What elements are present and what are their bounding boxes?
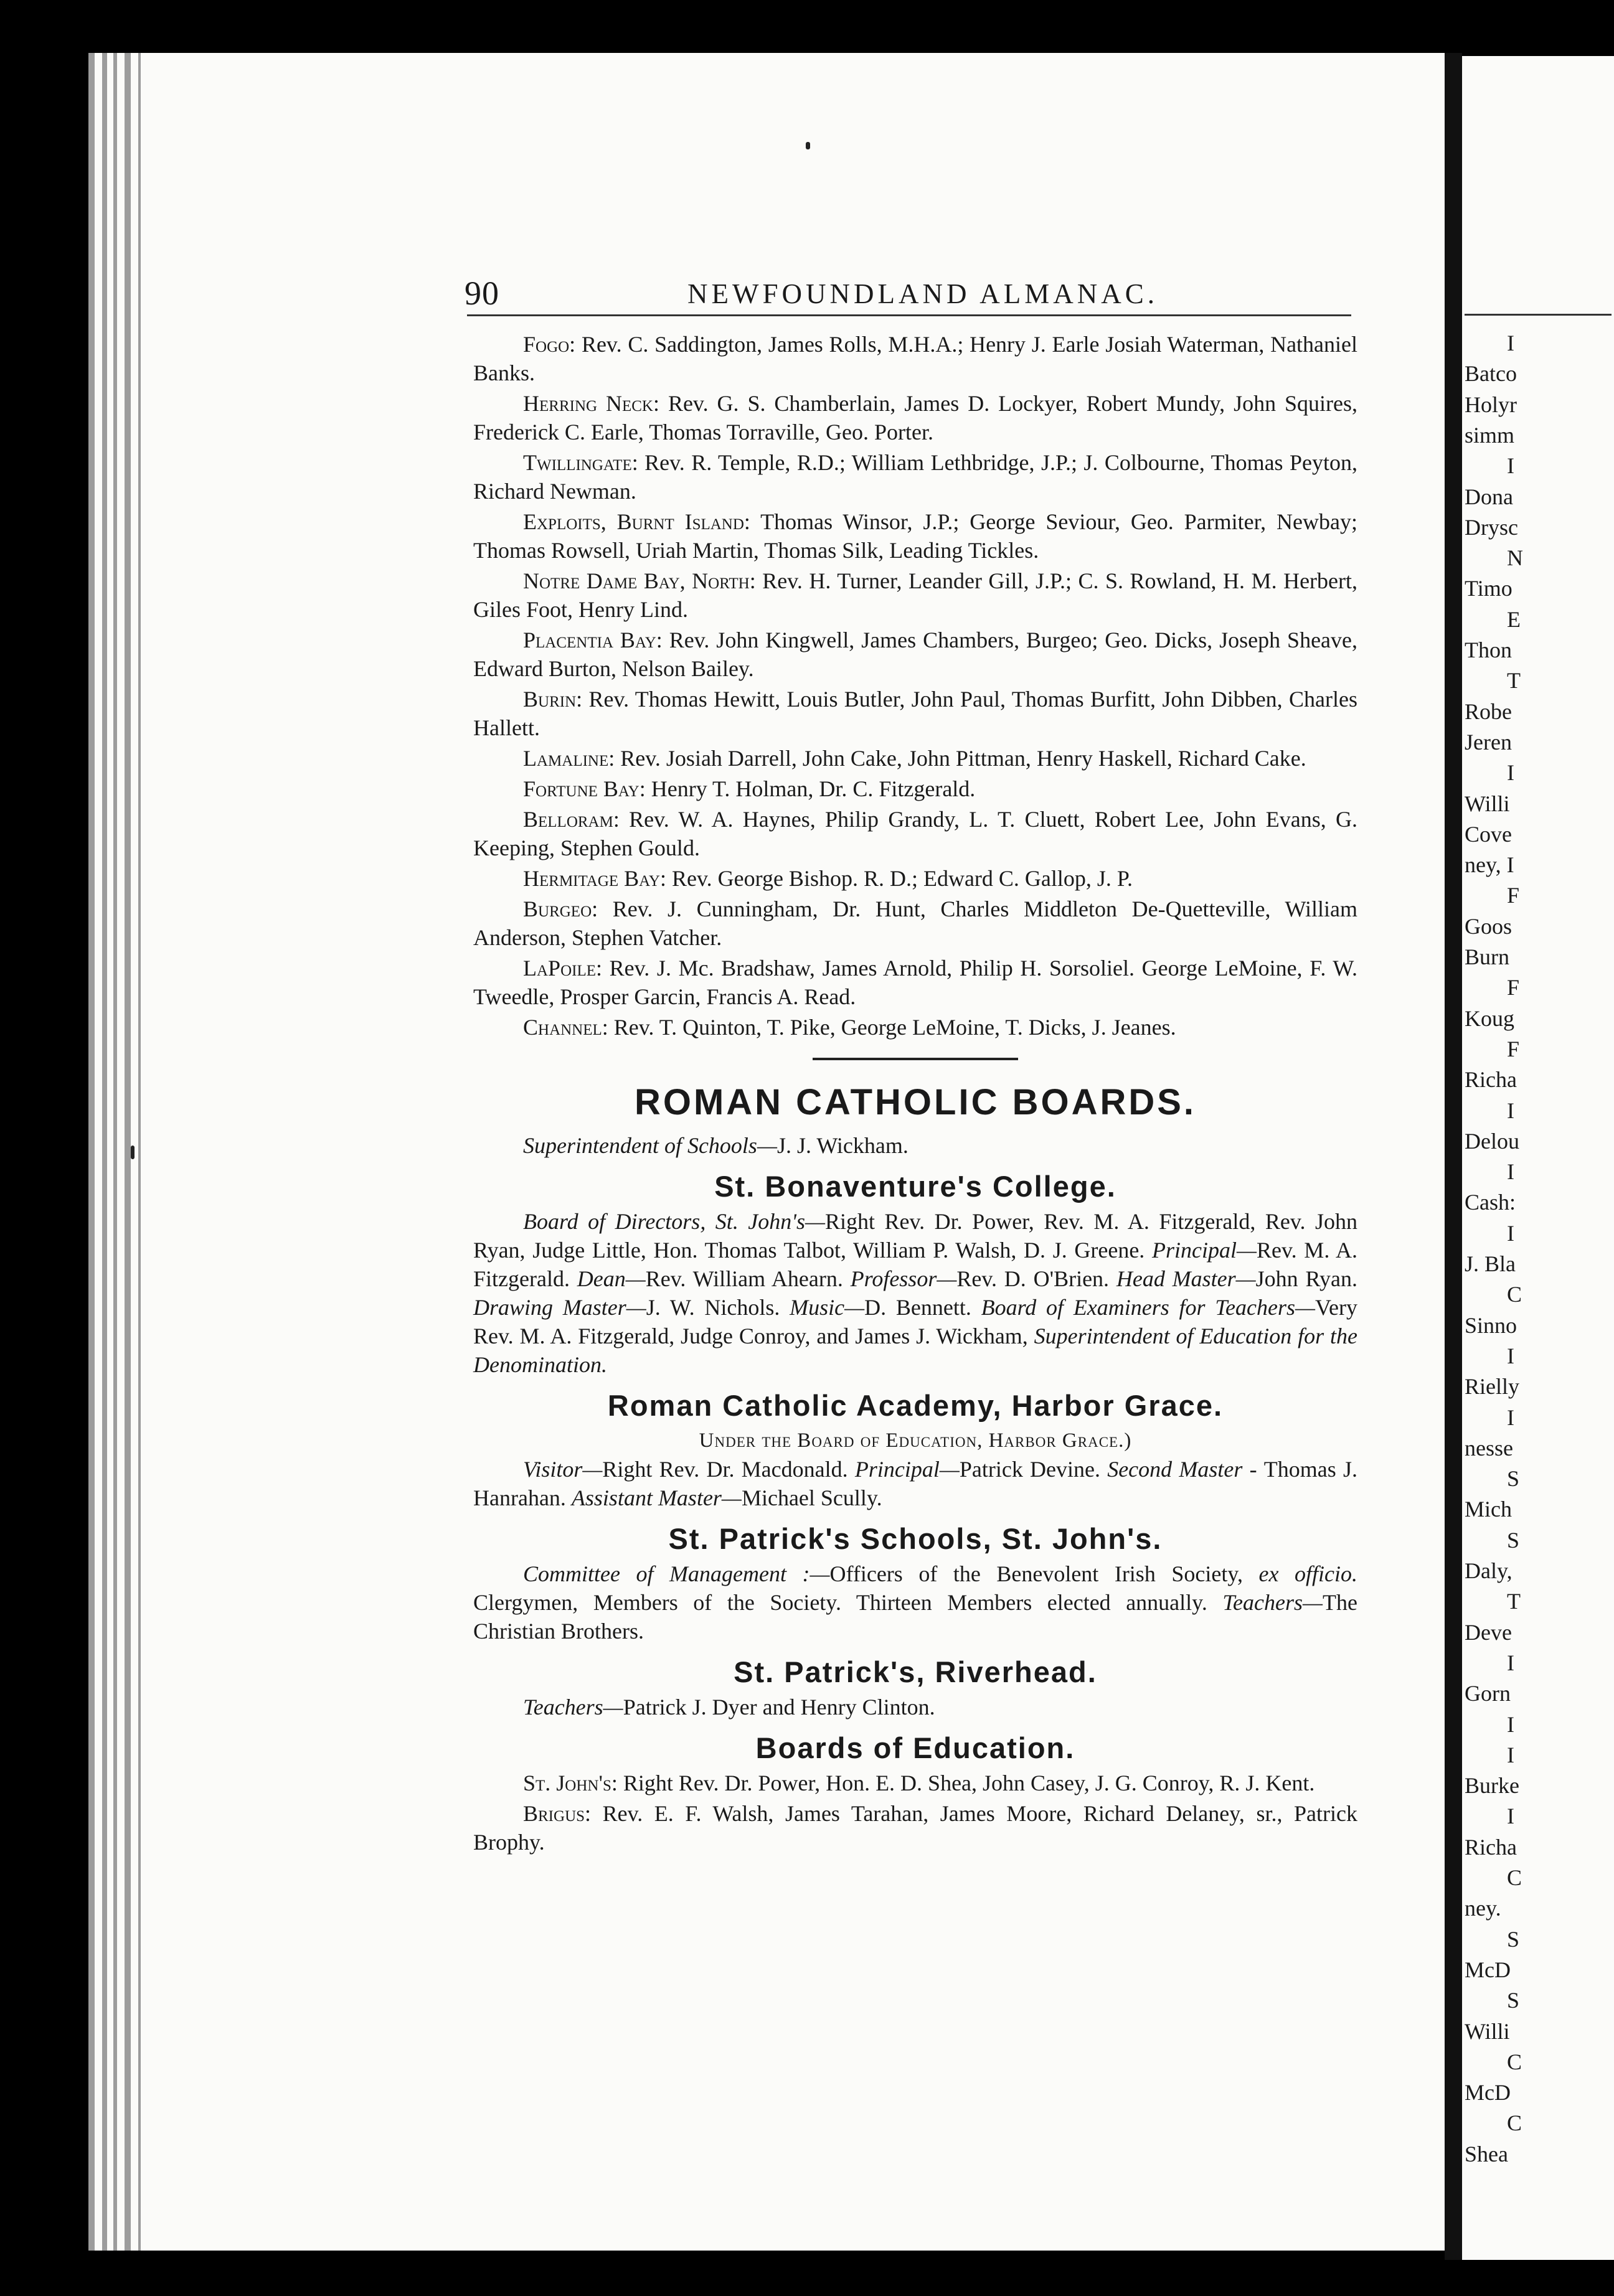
ink-speck [131, 1146, 134, 1159]
role-label: Teachers— [523, 1695, 623, 1720]
entry-place: Lamaline: [523, 746, 615, 771]
entry-names: Rev. E. F. Walsh, James Tarahan, James Moore, Richard Delaney, sr., Patrick Brophy. [473, 1801, 1357, 1855]
header-title: NEWFOUNDLAND ALMANAC. [687, 278, 1158, 309]
superintendent-line [473, 1131, 1357, 1160]
academy-text [473, 1455, 1357, 1512]
entry-names: Rev. W. A. Haynes, Philip Grandy, L. T. Cluett, Robert Lee, John Evans, G. Keeping, Stephen Gould. [473, 807, 1358, 860]
st-patricks-schools-title: St. Patrick's Schools, St. John's. [668, 1522, 1163, 1555]
role-label: Board of Directors, St. John's— [523, 1209, 826, 1234]
right-page-fragment: Daly, [1465, 1558, 1513, 1583]
names: Thomas J. Hanrahan. [473, 1457, 1357, 1510]
role-label: Second Master - [1107, 1457, 1264, 1482]
board-entry [473, 685, 1357, 742]
entry-names: Henry T. Holman, Dr. C. Fitzgerald. [651, 776, 976, 801]
binding-stripe [113, 53, 117, 2251]
binding-stripe [138, 53, 141, 2251]
right-page-fragment: Thon [1465, 638, 1512, 662]
entry-names: Rev. R. Temple, R.D.; William Lethbridge, J.P.; J. Colbourne, Thomas Peyton, Richard Newman. [473, 450, 1357, 504]
entry-place: Fogo: [523, 332, 576, 357]
names: Clergymen, Members of the Society. Thirteen Members elected annually. [473, 1590, 1223, 1615]
binding-stripe [102, 53, 107, 2251]
board-entry [473, 330, 1357, 387]
right-page-fragment: Gorn [1465, 1681, 1511, 1706]
right-page-fragment: I [1507, 1098, 1514, 1123]
board-entry [473, 744, 1357, 773]
right-page-fragment: F [1507, 1036, 1520, 1061]
right-page-fragment: S [1507, 1988, 1520, 2013]
right-page-fragment: C [1507, 2049, 1522, 2074]
right-page-fragment: simm [1465, 422, 1515, 448]
role-label: Head Master— [1116, 1266, 1256, 1291]
entry-place: Burin: [523, 687, 583, 712]
entry-names: Rev. Josiah Darrell, John Cake, John Pittman, Henry Haskell, Richard Cake. [620, 746, 1306, 771]
entry-names: Rev. John Kingwell, James Chambers, Burgeo; Geo. Dicks, Joseph Sheave, Edward Burton, Nelson Bailey. [473, 628, 1358, 681]
role-label: Committee of Management :— [523, 1561, 830, 1586]
board-entry [473, 1013, 1357, 1042]
right-page-fragment: F [1507, 883, 1520, 908]
names: Very Rev. M. A. Fitzgerald, Judge Conroy, and James J. Wickham, [473, 1295, 1357, 1348]
entry-names: Thomas Winsor, J.P.; George Seviour, Geo. Parmiter, Newbay; Thomas Rowsell, Uriah Martin, Thomas Silk, Leading Tickles. [473, 509, 1358, 563]
right-page-fragment: C [1507, 1865, 1522, 1890]
right-page-fragment: Deve [1465, 1619, 1512, 1645]
entry-names: Rev. J. Cunningham, Dr. Hunt, Charles Middleton De-Quetteville, William Anderson, Stephen Vatcher. [473, 896, 1357, 950]
binding-stripe [125, 53, 131, 2251]
entry-place: Brigus: [523, 1801, 592, 1826]
right-page-fragment: McD [1465, 2080, 1511, 2105]
right-page-fragment: ney, I [1465, 852, 1514, 878]
right-page-fragment: I [1507, 1220, 1514, 1246]
role-label: Board of Examiners for Teachers— [981, 1295, 1316, 1320]
right-page-fragment: Mich [1465, 1497, 1512, 1522]
right-page-fragment: Richa [1465, 1834, 1517, 1860]
entry-place: LaPoile: [523, 956, 602, 981]
entry-place: Hermitage Bay: [523, 866, 666, 891]
ink-speck [806, 142, 810, 149]
superintendent-label: Superintendent of Schools— [523, 1133, 777, 1158]
riverhead-title: St. Patrick's, Riverhead. [734, 1655, 1097, 1688]
board-entry [473, 954, 1357, 1011]
right-page-fragment: Cash: [1465, 1190, 1516, 1215]
entry-names: Rev. Thomas Hewitt, Louis Butler, John Paul, Thomas Burfitt, John Dibben, Charles Hallett. [473, 687, 1357, 740]
role-label: Principal— [1151, 1238, 1257, 1263]
riverhead-text [473, 1693, 1357, 1721]
role-label: Music— [790, 1295, 865, 1320]
entry-place: Placentia Bay: [523, 628, 663, 652]
right-page-fragment: I [1507, 453, 1514, 479]
right-page-fragment: Koug [1465, 1005, 1514, 1031]
names: Michael Scully. [741, 1485, 882, 1510]
names: Right Rev. Dr. Power, Rev. M. A. Fitzgerald, Rev. John Ryan, Judge Little, Hon. Thomas Talbot, William P. Walsh, D. J. Greene. [473, 1209, 1357, 1263]
right-page-fragment: I [1507, 1711, 1514, 1737]
board-entry [473, 895, 1357, 952]
right-page-fragment: nesse [1465, 1435, 1513, 1461]
st-patricks-schools-text [473, 1560, 1357, 1645]
rc-boards-title: ROMAN CATHOLIC BOARDS. [634, 1082, 1197, 1122]
right-page-fragment: S [1507, 1926, 1520, 1952]
right-page-fragment: Timo [1465, 576, 1513, 601]
right-page-fragment: Batco [1465, 361, 1517, 387]
names: The Christian Brothers. [473, 1590, 1357, 1644]
right-page-fragment: I [1507, 1343, 1514, 1368]
right-page-fragment: Burke [1465, 1773, 1519, 1799]
right-page-fragment: N [1507, 545, 1523, 571]
boards-of-education-list [473, 1769, 1357, 1856]
right-page-fragment: J. Bla [1465, 1251, 1516, 1276]
board-entry [473, 1799, 1357, 1856]
role-label: Assistant Master— [571, 1485, 742, 1510]
names: Patrick Devine. [959, 1457, 1108, 1482]
page-gutter [1445, 53, 1462, 2260]
entry-place: St. John's: [523, 1771, 618, 1795]
board-entry [473, 626, 1357, 683]
header-rule [467, 314, 1351, 316]
entry-names: Right Rev. Dr. Power, Hon. E. D. Shea, John Casey, J. G. Conroy, R. J. Kent. [623, 1771, 1315, 1795]
section-separator [813, 1058, 1018, 1060]
names: John Ryan. [1255, 1266, 1358, 1291]
role-label: Drawing Master— [473, 1295, 646, 1320]
right-page-fragment: Jeren [1465, 729, 1512, 755]
entry-names: Rev. T. Quinton, T. Pike, George LeMoine, T. Dicks, J. Jeanes. [613, 1015, 1176, 1040]
role-label: Dean— [577, 1266, 646, 1291]
board-entry [473, 389, 1357, 446]
board-entry [473, 864, 1357, 893]
right-page-fragment: Dona [1465, 484, 1513, 509]
entry-place: Burgeo: [523, 896, 598, 921]
role-label: Principal— [854, 1457, 960, 1482]
right-page-fragment: Sinno [1465, 1312, 1517, 1338]
protestant-board-list [473, 330, 1357, 1042]
right-page-fragment: Willi [1465, 791, 1510, 816]
entry-place: Channel: [523, 1015, 608, 1040]
academy-title: Roman Catholic Academy, Harbor Grace. [607, 1389, 1224, 1422]
right-page-fragment: McD [1465, 1957, 1511, 1982]
entry-place: Exploits, Burnt Island: [523, 509, 750, 534]
board-entry [473, 1769, 1357, 1797]
entry-names: Rev. J. Mc. Bradshaw, James Arnold, Philip H. Sorsoliel. George LeMoine, F. W. Tweedle, Prosper Garcin, Francis A. Read. [473, 956, 1358, 1009]
board-entry [473, 805, 1357, 862]
entry-names: Rev. G. S. Chamberlain, James D. Lockyer, Robert Mundy, John Squires, Frederick C. Earle, Thomas Torraville, Geo. Porter. [473, 391, 1358, 445]
right-page-fragment: S [1507, 1527, 1520, 1553]
names: Patrick J. Dyer and Henry Clinton. [623, 1695, 935, 1720]
right-page-fragment: E [1507, 606, 1521, 632]
right-page-fragment: I [1507, 1742, 1514, 1767]
right-page-fragment: I [1507, 331, 1514, 355]
entry-names: Rev. H. Turner, Leander Gill, J.P.; C. S. Rowland, H. M. Herbert, Giles Foot, Henry Lind. [473, 568, 1358, 622]
names: D. Bennett. [864, 1295, 981, 1320]
right-page-fragment: Willi [1465, 2018, 1510, 2044]
entry-names: Rev. C. Saddington, James Rolls, M.H.A.; Henry J. Earle Josiah Waterman, Nathaniel Banks. [473, 332, 1358, 385]
superintendent-name: J. J. Wickham. [776, 1133, 908, 1158]
board-entry [473, 774, 1357, 803]
board-entry [473, 448, 1357, 506]
names: Right Rev. Dr. Macdonald. [602, 1457, 855, 1482]
names: Rev. D. O'Brien. [956, 1266, 1116, 1291]
bonaventure-text [473, 1207, 1357, 1379]
right-page-fragment: ney. [1465, 1896, 1501, 1921]
right-page-fragment: Goos [1465, 913, 1513, 939]
right-page-fragment: Rielly [1465, 1374, 1519, 1400]
right-page-fragment: Burn [1465, 944, 1509, 969]
boards-title: Boards of Education. [755, 1731, 1075, 1764]
role-label: ex officio. [1258, 1561, 1358, 1586]
names: Rev. William Ahearn. [645, 1266, 851, 1291]
board-entry [473, 567, 1357, 624]
bonaventure-title: St. Bonaventure's College. [714, 1170, 1116, 1203]
right-page-fragment: Robe [1465, 699, 1512, 724]
names: Rev. M. A. Fitzgerald. [473, 1238, 1357, 1291]
right-page-fragment: T [1507, 1589, 1521, 1614]
right-page-fragment: I [1507, 1804, 1514, 1829]
right-page-fragment: I [1507, 760, 1514, 786]
right-page-header-rule [1465, 314, 1612, 316]
entry-place: Fortune Bay: [523, 776, 646, 801]
board-entry [473, 507, 1357, 565]
main-column [473, 330, 1357, 1858]
entry-place: Twillingate: [523, 450, 638, 475]
names: Officers of the Benevolent Irish Society, [829, 1561, 1259, 1586]
right-page-fragment: Richa [1465, 1067, 1517, 1093]
right-page-fragment: Holyr [1465, 392, 1517, 417]
right-page-fragment: I [1507, 1650, 1514, 1675]
right-page-fragment: T [1507, 668, 1521, 694]
right-page-fragment: Drysc [1465, 514, 1518, 540]
page-number: 90 [465, 275, 499, 312]
right-page-fragment: Shea [1465, 2141, 1508, 2167]
academy-subtitle: Under the Board of Education, Harbor Grace.) [699, 1429, 1132, 1452]
right-page-fragment: F [1507, 975, 1520, 1000]
entry-place: Belloram: [523, 807, 620, 832]
entry-place: Herring Neck: [523, 391, 659, 416]
right-page-fragment: C [1507, 2110, 1522, 2136]
right-page-fragment: Cove [1465, 821, 1512, 847]
right-page-fragment: C [1507, 1282, 1522, 1307]
role-label: Superintendent of Education for the Denomination. [473, 1324, 1357, 1377]
entry-names: Rev. George Bishop. R. D.; Edward C. Gallop, J. P. [671, 866, 1133, 891]
entry-place: Notre Dame Bay, North: [523, 568, 756, 593]
right-page-fragment: S [1507, 1466, 1520, 1492]
role-label: Professor— [850, 1266, 957, 1291]
running-head [374, 274, 1357, 318]
right-page-fragment: I [1507, 1404, 1514, 1430]
right-page-fragment: I [1507, 1159, 1514, 1185]
right-page-fragment: Delou [1465, 1128, 1519, 1154]
role-label: Teachers— [1222, 1590, 1323, 1615]
names: J. W. Nichols. [646, 1295, 790, 1320]
binding-stripe [88, 53, 95, 2251]
role-label: Visitor— [523, 1457, 603, 1482]
